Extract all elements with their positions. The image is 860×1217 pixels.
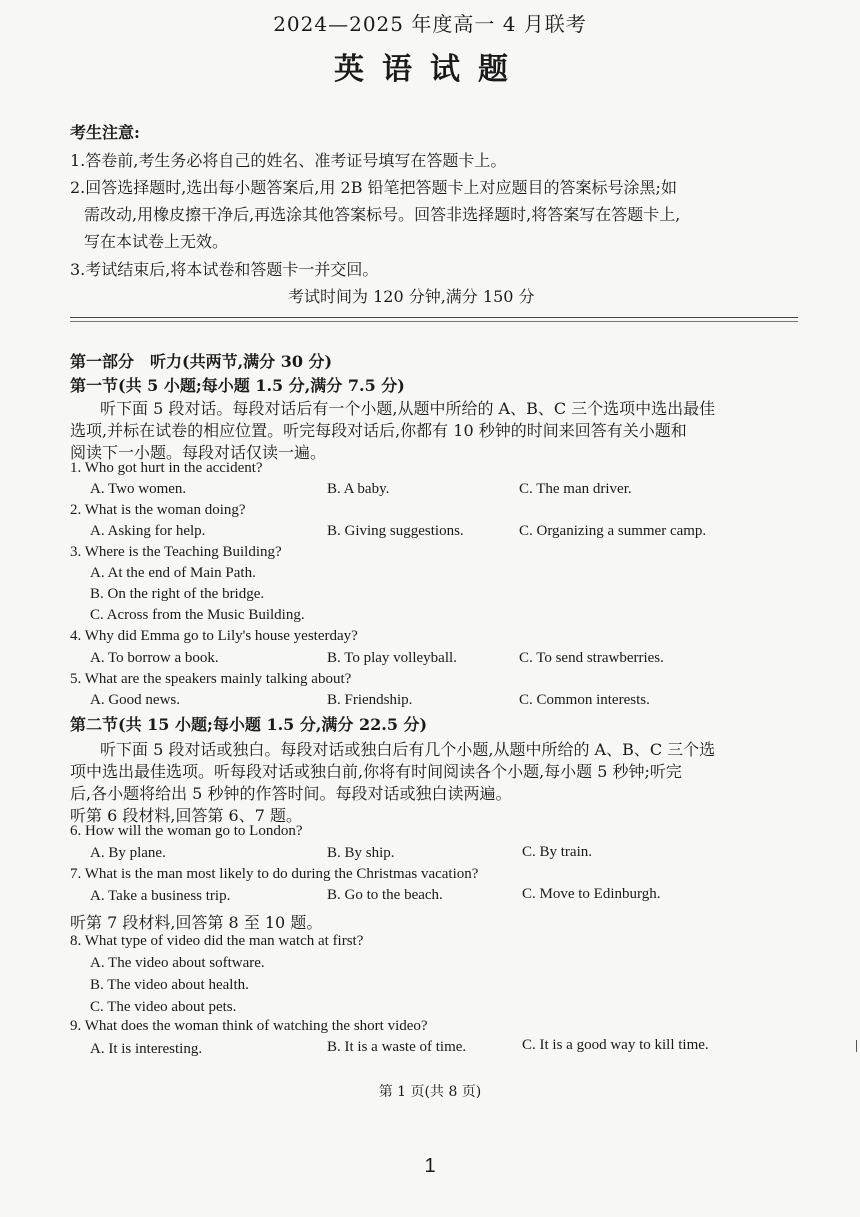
- option-a: A. At the end of Main Path.: [90, 565, 256, 581]
- question-stem: 2. What is the woman doing?: [70, 502, 246, 518]
- subject-title: 英语试题: [334, 52, 526, 87]
- option-b: B. Go to the beach.: [327, 887, 443, 903]
- page-title: 2024—2025 年度高一 4 月联考: [273, 12, 587, 36]
- option-c: C. The video about pets.: [90, 999, 237, 1015]
- option-c: C. By train.: [522, 844, 592, 860]
- notice-item-2-line-2: 需改动,用橡皮擦干净后,再选涂其他答案标号。回答非选择题时,将答案写在答题卡上,: [84, 205, 681, 224]
- notice-heading: 考生注意:: [70, 123, 140, 142]
- section1-heading: 第一节(共 5 小题;每小题 1.5 分,满分 7.5 分): [70, 376, 405, 395]
- option-b: B. On the right of the bridge.: [90, 586, 265, 602]
- option-b: B. The video about health.: [90, 977, 249, 993]
- section2-instructions-3: 后,各小题将给出 5 秒钟的作答时间。每段对话或独白读两遍。: [70, 784, 512, 803]
- option-a: A. Asking for help.: [90, 523, 206, 539]
- section2-heading: 第二节(共 15 小题;每小题 1.5 分,满分 22.5 分): [70, 715, 428, 734]
- option-a: A. The video about software.: [90, 955, 265, 971]
- option-c: C. The man driver.: [519, 481, 632, 497]
- notice-item-1: 1.答卷前,考生务必将自己的姓名、准考证号填写在答题卡上。: [70, 151, 507, 170]
- question-stem: 7. What is the man most likely to do during the Christmas vacation?: [70, 866, 479, 882]
- page-footer: 第 1 页(共 8 页): [378, 1084, 482, 1100]
- option-b: B. By ship.: [327, 845, 395, 861]
- option-a: A. Take a business trip.: [90, 888, 231, 904]
- section2-instructions-2: 项中选出最佳选项。听每段对话或独白前,你将有时间阅读各个小题,每小题 5 秒钟;听完: [70, 762, 682, 781]
- option-a: A. It is interesting.: [90, 1041, 203, 1057]
- material-7-label: 听第 7 段材料,回答第 8 至 10 题。: [70, 913, 323, 932]
- question-stem: 3. Where is the Teaching Building?: [70, 544, 282, 560]
- section1-instructions-1: 听下面 5 段对话。每段对话后有一个小题,从题中所给的 A、B、C 三个选项中选出最佳: [100, 399, 716, 418]
- section1-instructions-2: 选项,并标在试卷的相应位置。听完每段对话后,你都有 10 秒钟的时间来回答有关小题和: [70, 421, 687, 440]
- option-b: B. Giving suggestions.: [327, 523, 464, 539]
- option-b: B. It is a waste of time.: [327, 1039, 467, 1055]
- question-stem: 8. What type of video did the man watch at first?: [70, 933, 364, 949]
- question-stem: 1. Who got hurt in the accident?: [70, 460, 263, 476]
- option-c: C. To send strawberries.: [519, 650, 664, 666]
- exam-time: 考试时间为 120 分钟,满分 150 分: [288, 287, 535, 306]
- option-a: A. By plane.: [90, 845, 166, 861]
- option-b: B. Friendship.: [327, 692, 413, 708]
- notice-item-3: 3.考试结束后,将本试卷和答题卡一并交回。: [70, 260, 379, 279]
- option-c: C. Organizing a summer camp.: [519, 523, 707, 539]
- option-b: B. To play volleyball.: [327, 650, 457, 666]
- option-c: C. It is a good way to kill time.: [522, 1037, 709, 1053]
- material-6-label: 听第 6 段材料,回答第 6、7 题。: [70, 806, 302, 825]
- part1-heading: 第一部分 听力(共两节,满分 30 分): [70, 352, 333, 371]
- option-c: C. Across from the Music Building.: [90, 607, 305, 623]
- question-stem: 4. Why did Emma go to Lily's house yesterday?: [70, 628, 358, 644]
- notice-item-2-line-3: 写在本试卷上无效。: [84, 232, 229, 251]
- section2-instructions-1: 听下面 5 段对话或独白。每段对话或独白后有几个小题,从题中所给的 A、B、C 三个选: [100, 740, 716, 759]
- option-c: C. Move to Edinburgh.: [522, 886, 661, 902]
- option-c: C. Common interests.: [519, 692, 650, 708]
- margin-mark: [856, 1040, 857, 1052]
- section1-instructions-3: 阅读下一小题。每段对话仅读一遍。: [70, 443, 327, 462]
- page-number: 1: [424, 1155, 436, 1177]
- option-a: A. Two women.: [90, 481, 187, 497]
- notice-item-2-line-1: 2.回答选择题时,选出每小题答案后,用 2B 铅笔把答题卡上对应题目的答案标号涂黑;如: [70, 178, 677, 197]
- question-stem: 6. How will the woman go to London?: [70, 823, 303, 839]
- divider-line: [70, 317, 798, 318]
- question-stem: 9. What does the woman think of watching the short video?: [70, 1018, 428, 1034]
- question-stem: 5. What are the speakers mainly talking about?: [70, 671, 352, 687]
- divider-line: [70, 321, 798, 322]
- option-b: B. A baby.: [327, 481, 390, 497]
- option-a: A. Good news.: [90, 692, 180, 708]
- option-a: A. To borrow a book.: [90, 650, 219, 666]
